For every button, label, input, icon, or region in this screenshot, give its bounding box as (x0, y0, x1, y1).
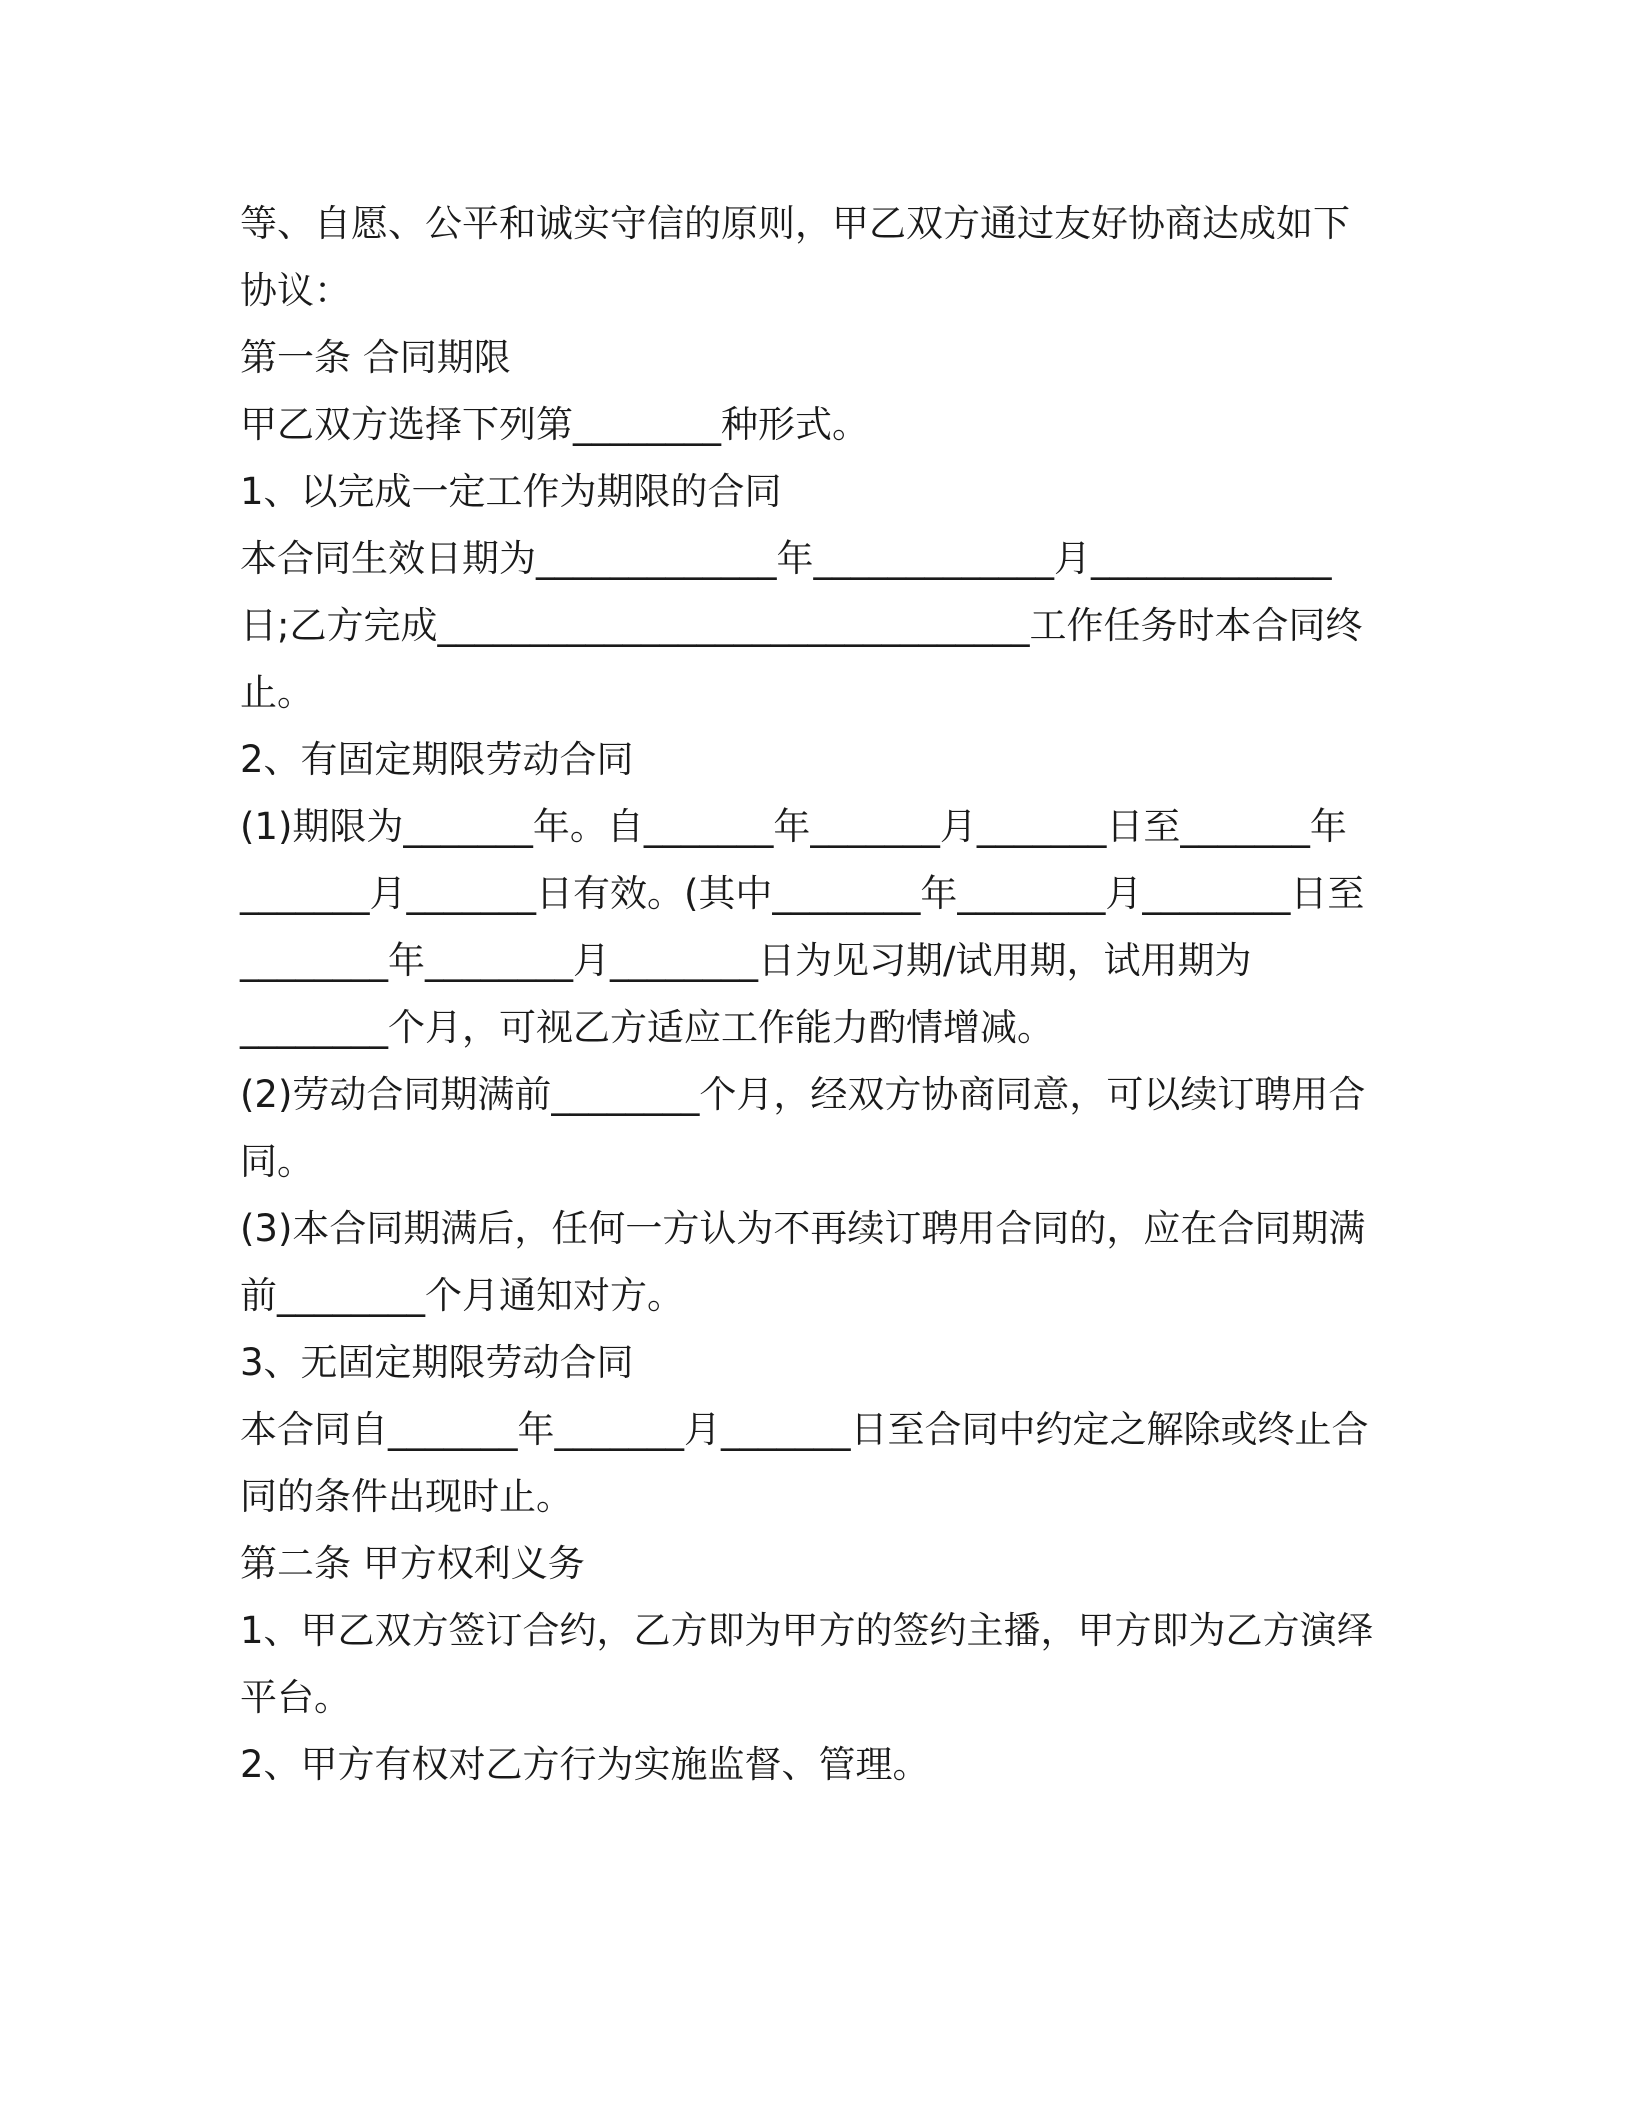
text-line: 本合同自_______年_______月_______日至合同中约定之解除或终止合 (240, 1408, 1369, 1451)
text-line: 止。 (240, 671, 314, 714)
text-line: 等、自愿、公平和诚实守信的原则，甲乙双方通过友好协商达成如下 (240, 202, 1350, 245)
text-line: 协议： (240, 269, 351, 312)
text-line: ________年________月________日为见习期/试用期，试用期为 (240, 939, 1252, 982)
text-line: 1、甲乙双方签订合约，乙方即为甲方的签约主播，甲方即为乙方演绎 (240, 1609, 1374, 1652)
text-line: (1)期限为_______年。自_______年_______月_______日至_______年 (240, 805, 1347, 848)
text-line: 同的条件出现时止。 (240, 1475, 573, 1518)
clause-heading: 2、有固定期限劳动合同 (240, 738, 634, 781)
text-line: 甲乙双方选择下列第________种形式。 (240, 403, 869, 446)
section-heading: 第一条 合同期限 (240, 336, 511, 379)
section-heading: 第二条 甲方权利义务 (240, 1542, 585, 1585)
text-line: 本合同生效日期为_____________年_____________月_____________ (240, 537, 1332, 580)
text-line: _______月_______日有效。(其中________年________月________日至 (240, 872, 1365, 915)
text-line: 前________个月通知对方。 (240, 1274, 684, 1317)
clause-heading: 3、无固定期限劳动合同 (240, 1341, 634, 1384)
text-line: 日;乙方完成________________________________工作任务时本合同终 (240, 604, 1363, 647)
text-line: (3)本合同期满后，任何一方认为不再续订聘用合同的，应在合同期满 (240, 1207, 1366, 1250)
text-line: 平台。 (240, 1676, 351, 1719)
document-page (240, 190, 1400, 1798)
clause-heading: 1、以完成一定工作为期限的合同 (240, 470, 782, 513)
text-line: 2、甲方有权对乙方行为实施监督、管理。 (240, 1743, 930, 1786)
text-line: (2)劳动合同期满前________个月，经双方协商同意，可以续订聘用合 (240, 1073, 1366, 1116)
text-line: 同。 (240, 1140, 314, 1183)
text-line: ________个月，可视乙方适应工作能力酌情增减。 (240, 1006, 1054, 1049)
